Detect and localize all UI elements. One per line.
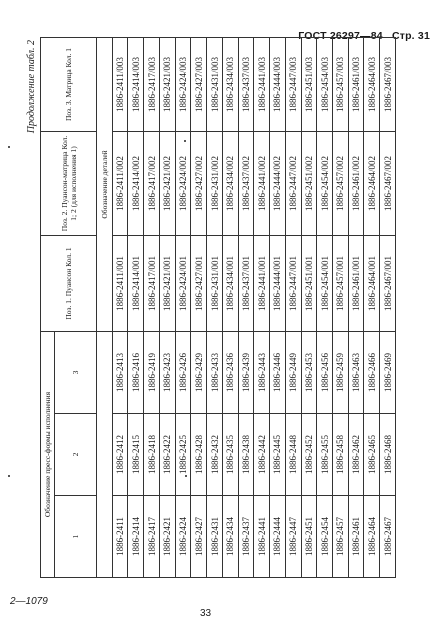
table-cell: 1886-2444/003	[270, 37, 286, 131]
table-cell: 1886-2421/003	[159, 37, 175, 131]
table-row	[285, 37, 301, 577]
table-cell: 1886-2467/001	[380, 235, 396, 331]
table-cell: 1886-2434/001	[222, 235, 238, 331]
table-cell: 1886-2418	[144, 414, 160, 496]
table-cell: 1886-2467/002	[380, 131, 396, 235]
table-cell: 1886-2444/001	[270, 235, 286, 331]
table-row	[159, 37, 175, 577]
table-cell: 1886-2457/003	[333, 37, 349, 131]
table-cell: 1886-2441/001	[254, 235, 270, 331]
table-cell: 1886-2454	[317, 496, 333, 578]
table-cell: 1886-2417/003	[144, 37, 160, 131]
table-row	[364, 37, 380, 577]
table-cell: 1886-2439	[238, 331, 254, 413]
pos3-header: Поз. 3. Матрица Кол. 1	[41, 37, 97, 131]
table-cell: 1886-2441/003	[254, 37, 270, 131]
table-cell: 1886-2464/003	[364, 37, 380, 131]
table-cell: 1886-2424/003	[175, 37, 191, 131]
page-label: Стр. 31	[391, 30, 430, 42]
table-cell: 1886-2461/001	[348, 235, 364, 331]
table-row	[144, 37, 160, 577]
table-row	[222, 37, 238, 577]
table-cell: 1886-2424	[175, 496, 191, 578]
table-cell: 1886-2421/001	[159, 235, 175, 331]
table-cell: 1886-2411	[112, 496, 128, 578]
table-cell: 1886-2411/003	[112, 37, 128, 131]
table-cell: 1886-2437/001	[238, 235, 254, 331]
table-cell: 1886-2414/003	[128, 37, 144, 131]
footer-mark: 2—1079	[10, 596, 48, 607]
table-cell: 1886-2434/003	[222, 37, 238, 131]
table-cell: 1886-2465	[364, 414, 380, 496]
table-cell: 1886-2441	[254, 496, 270, 578]
table-cell: 1886-2458	[333, 414, 349, 496]
table-cell: 1886-2419	[144, 331, 160, 413]
table-cell: 1886-2411/001	[112, 235, 128, 331]
table-row	[112, 37, 128, 577]
table-cell: 1886-2426	[175, 331, 191, 413]
table-row	[380, 37, 396, 577]
table-cell: 1886-2461/003	[348, 37, 364, 131]
group-header: Обозначение пресс-формы исполнения	[41, 331, 55, 577]
table-cell: 1886-2431/002	[207, 131, 223, 235]
table-cell: 1886-2427/002	[191, 131, 207, 235]
table-cell: 1886-2434	[222, 496, 238, 578]
print-speck	[8, 475, 10, 477]
subheader: Обозначение деталей	[97, 37, 113, 331]
table-cell: 1886-2433	[207, 331, 223, 413]
table-cell: 1886-2431/003	[207, 37, 223, 131]
table-cell: 1886-2451/003	[301, 37, 317, 131]
table-cell: 1886-2452	[301, 414, 317, 496]
table-cell: 1886-2421	[159, 496, 175, 578]
table-cell: 1886-2421/002	[159, 131, 175, 235]
table-cell: 1886-2455	[317, 414, 333, 496]
table-row	[301, 37, 317, 577]
table-cell: 1886-2444	[270, 496, 286, 578]
table-cell: 1886-2417/002	[144, 131, 160, 235]
table-cell: 1886-2412	[112, 414, 128, 496]
table-cell: 1886-2438	[238, 414, 254, 496]
table-cell: 1886-2454/001	[317, 235, 333, 331]
table-cell: 1886-2469	[380, 331, 396, 413]
table-cell: 1886-2431	[207, 496, 223, 578]
table-cell: 1886-2454/003	[317, 37, 333, 131]
table-cell: 1886-2447/001	[285, 235, 301, 331]
table-cell: 1886-2423	[159, 331, 175, 413]
table-cell: 1886-2424/001	[175, 235, 191, 331]
table-cell: 1886-2437	[238, 496, 254, 578]
table-row	[270, 37, 286, 577]
table-cell: 1886-2432	[207, 414, 223, 496]
table-cell: 1886-2437/002	[238, 131, 254, 235]
table-cell: 1886-2427/001	[191, 235, 207, 331]
table-cell: 1886-2429	[191, 331, 207, 413]
table-cell: 1886-2447/002	[285, 131, 301, 235]
table-cell: 1886-2441/002	[254, 131, 270, 235]
table-row	[175, 37, 191, 577]
table-cell: 1886-2464	[364, 496, 380, 578]
pos2-header: Поз. 2. Пуансон-матрица Кол. 1; 2 (для исполнения 1)	[41, 131, 97, 235]
table-row	[191, 37, 207, 577]
table-cell: 1886-2414	[128, 496, 144, 578]
col3-header: 3	[55, 331, 97, 413]
table-cell: 1886-2464/001	[364, 235, 380, 331]
table-cell: 1886-2448	[285, 414, 301, 496]
table-cell: 1886-2427	[191, 496, 207, 578]
table-row	[317, 37, 333, 577]
table-cell: 1886-2451/001	[301, 235, 317, 331]
table-cell: 1886-2425	[175, 414, 191, 496]
table-cell: 1886-2442	[254, 414, 270, 496]
pos1-header: Поз. 1. Пуансон Кол. 1	[41, 235, 97, 331]
page-number: 33	[200, 608, 212, 619]
table-cell: 1886-2435	[222, 414, 238, 496]
standard-number: ГОСТ 26297—84	[298, 30, 383, 42]
table-cell: 1886-2413	[112, 331, 128, 413]
table-cell: 1886-2467	[380, 496, 396, 578]
table-cell: 1886-2443	[254, 331, 270, 413]
table-cell: 1886-2431/001	[207, 235, 223, 331]
table-row	[238, 37, 254, 577]
table-cell: 1886-2466	[364, 331, 380, 413]
rotated-table-block	[26, 38, 396, 578]
table-cell: 1886-2411/002	[112, 131, 128, 235]
table-cell: 1886-2461	[348, 496, 364, 578]
table-cell: 1886-2437/003	[238, 37, 254, 131]
table-cell: 1886-2447/003	[285, 37, 301, 131]
table-cell: 1886-2449	[285, 331, 301, 413]
table-cell: 1886-2447	[285, 496, 301, 578]
table-cell: 1886-2428	[191, 414, 207, 496]
table-row	[333, 37, 349, 577]
table-caption: Продолжение табл. 2	[26, 40, 37, 134]
table-cell: 1886-2463	[348, 331, 364, 413]
table-cell: 1886-2422	[159, 414, 175, 496]
table-row	[128, 37, 144, 577]
table-cell: 1886-2456	[317, 331, 333, 413]
table-cell: 1886-2444/002	[270, 131, 286, 235]
table-cell: 1886-2457/001	[333, 235, 349, 331]
table-row	[348, 37, 364, 577]
print-speck	[8, 146, 10, 148]
table-row	[254, 37, 270, 577]
table-cell: 1886-2454/002	[317, 131, 333, 235]
table-cell: 1886-2417/001	[144, 235, 160, 331]
table-cell: 1886-2457/002	[333, 131, 349, 235]
table-cell: 1886-2416	[128, 331, 144, 413]
table-cell: 1886-2436	[222, 331, 238, 413]
table-cell: 1886-2459	[333, 331, 349, 413]
table-cell: 1886-2446	[270, 331, 286, 413]
table-cell: 1886-2462	[348, 414, 364, 496]
parts-table	[40, 37, 396, 578]
table-cell: 1886-2451/002	[301, 131, 317, 235]
col1-header: 1	[55, 496, 97, 578]
table-cell: 1886-2468	[380, 414, 396, 496]
table-cell: 1886-2445	[270, 414, 286, 496]
table-cell: 1886-2451	[301, 496, 317, 578]
table-cell: 1886-2427/003	[191, 37, 207, 131]
table-cell: 1886-2434/002	[222, 131, 238, 235]
table-cell: 1886-2453	[301, 331, 317, 413]
table-cell: 1886-2457	[333, 496, 349, 578]
table-cell: 1886-2414/002	[128, 131, 144, 235]
sub-blank	[97, 331, 113, 577]
table-row	[207, 37, 223, 577]
table-cell: 1886-2461/002	[348, 131, 364, 235]
table-cell: 1886-2415	[128, 414, 144, 496]
table-cell: 1886-2414/001	[128, 235, 144, 331]
table-cell: 1886-2417	[144, 496, 160, 578]
table-cell: 1886-2464/002	[364, 131, 380, 235]
table-cell: 1886-2467/003	[380, 37, 396, 131]
table-cell: 1886-2424/002	[175, 131, 191, 235]
col2-header: 2	[55, 414, 97, 496]
